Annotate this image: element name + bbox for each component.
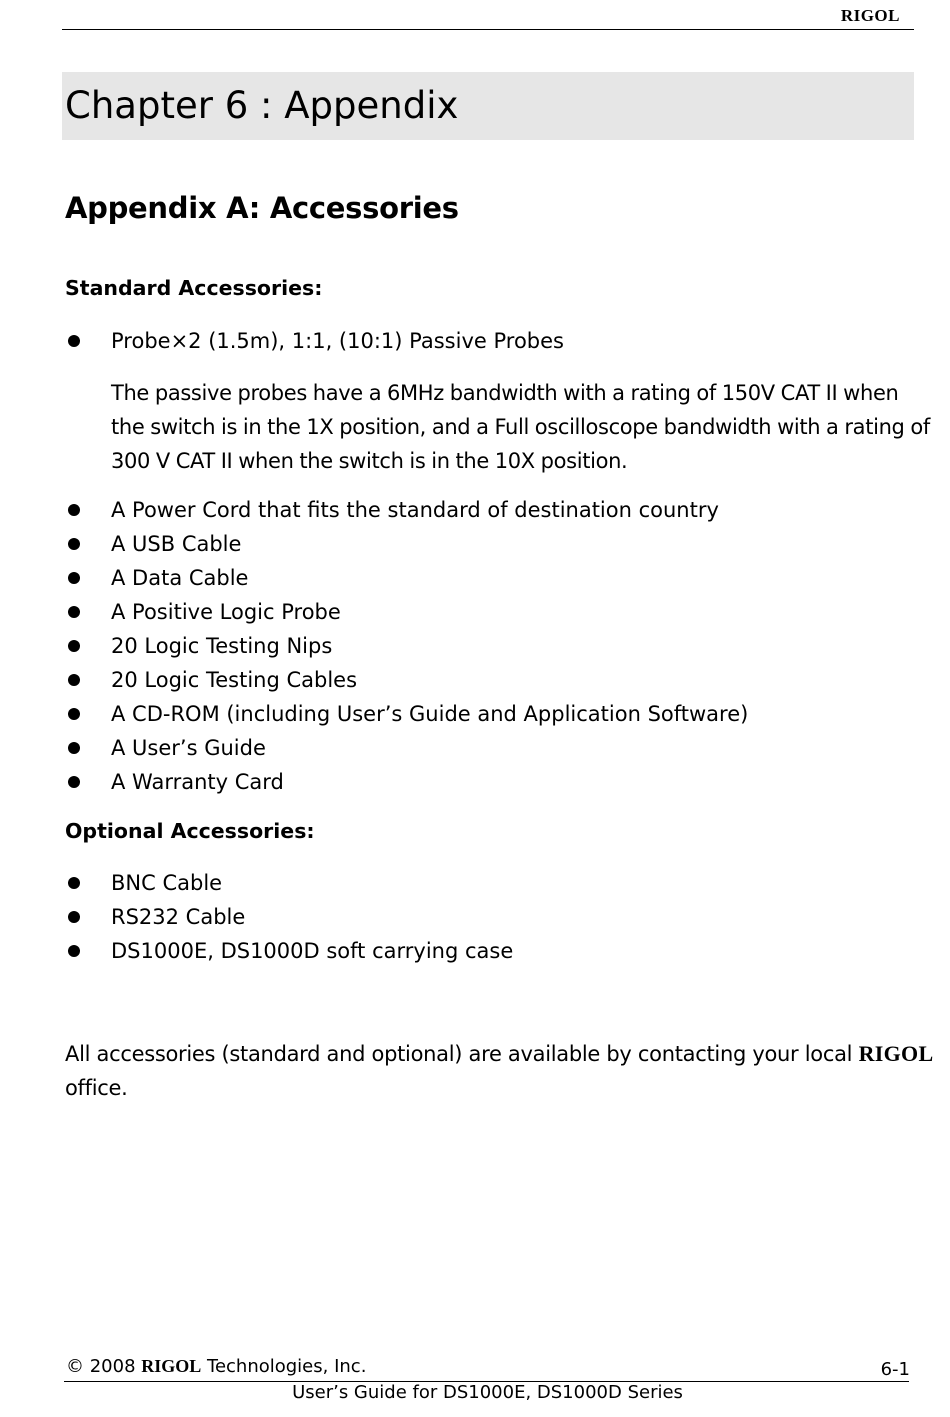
header-divider (62, 29, 914, 30)
bullet-icon (68, 674, 80, 686)
bullet-icon (68, 572, 80, 584)
list-item-text: A Warranty Card (111, 770, 284, 794)
bullet-icon (68, 877, 80, 889)
copyright-prefix: © 2008 (66, 1356, 142, 1377)
footer-guide-title: User’s Guide for DS1000E, DS1000D Series (292, 1382, 683, 1403)
copyright-suffix: Technologies, Inc. (201, 1356, 367, 1377)
probe-description-line: 300 V CAT II when the switch is in the 10X position. (111, 449, 628, 473)
contact-line (65, 1037, 934, 1071)
list-item-text: RS232 Cable (111, 905, 246, 929)
footer-brand-logo: RIGOL (141, 1356, 202, 1376)
page-number: 6-1 (880, 1359, 910, 1380)
bullet-icon (68, 640, 80, 652)
bullet-icon (68, 708, 80, 720)
contact-line-end: office. (65, 1076, 128, 1100)
list-item-text: 20 Logic Testing Cables (111, 668, 358, 692)
chapter-banner (62, 72, 914, 140)
bullet-icon (68, 911, 80, 923)
list-item-text: 20 Logic Testing Nips (111, 634, 333, 658)
probe-description-line: The passive probes have a 6MHz bandwidth with a rating of 150V CAT II when (111, 381, 899, 405)
contact-text: All accessories (standard and optional) are available by contacting your local (65, 1042, 859, 1066)
rigol-brand-logo: RIGOL (858, 1041, 934, 1066)
bullet-icon (68, 504, 80, 516)
standard-accessories-heading: Standard Accessories: (65, 276, 323, 300)
chapter-title: Chapter 6 : Appendix (65, 84, 459, 127)
optional-accessories-heading: Optional Accessories: (65, 819, 315, 843)
list-item-text: A Data Cable (111, 566, 249, 590)
footer-copyright (66, 1356, 366, 1377)
contact-paragraph (65, 1037, 934, 1105)
probe-description-line: the switch is in the 1X position, and a Full oscilloscope bandwidth with a rating of (111, 415, 930, 439)
bullet-icon (68, 776, 80, 788)
list-item-text: A Power Cord that fits the standard of destination country (111, 498, 719, 522)
list-item-text: A CD-ROM (including User’s Guide and Application Software) (111, 702, 749, 726)
probe-description (111, 376, 930, 478)
list-item-text: BNC Cable (111, 871, 223, 895)
list-item-text: A USB Cable (111, 532, 242, 556)
list-item-text: A User’s Guide (111, 736, 266, 760)
bullet-icon (68, 945, 80, 957)
header-brand-logo: RIGOL (840, 6, 900, 25)
bullet-icon (68, 742, 80, 754)
list-item-text: DS1000E, DS1000D soft carrying case (111, 939, 514, 963)
list-item-text: A Positive Logic Probe (111, 600, 341, 624)
bullet-icon (68, 606, 80, 618)
bullet-icon (68, 335, 80, 347)
bullet-icon (68, 538, 80, 550)
list-item-text: Probe×2 (1.5m), 1:1, (10:1) Passive Probes (111, 329, 564, 353)
appendix-title: Appendix A: Accessories (65, 191, 459, 225)
